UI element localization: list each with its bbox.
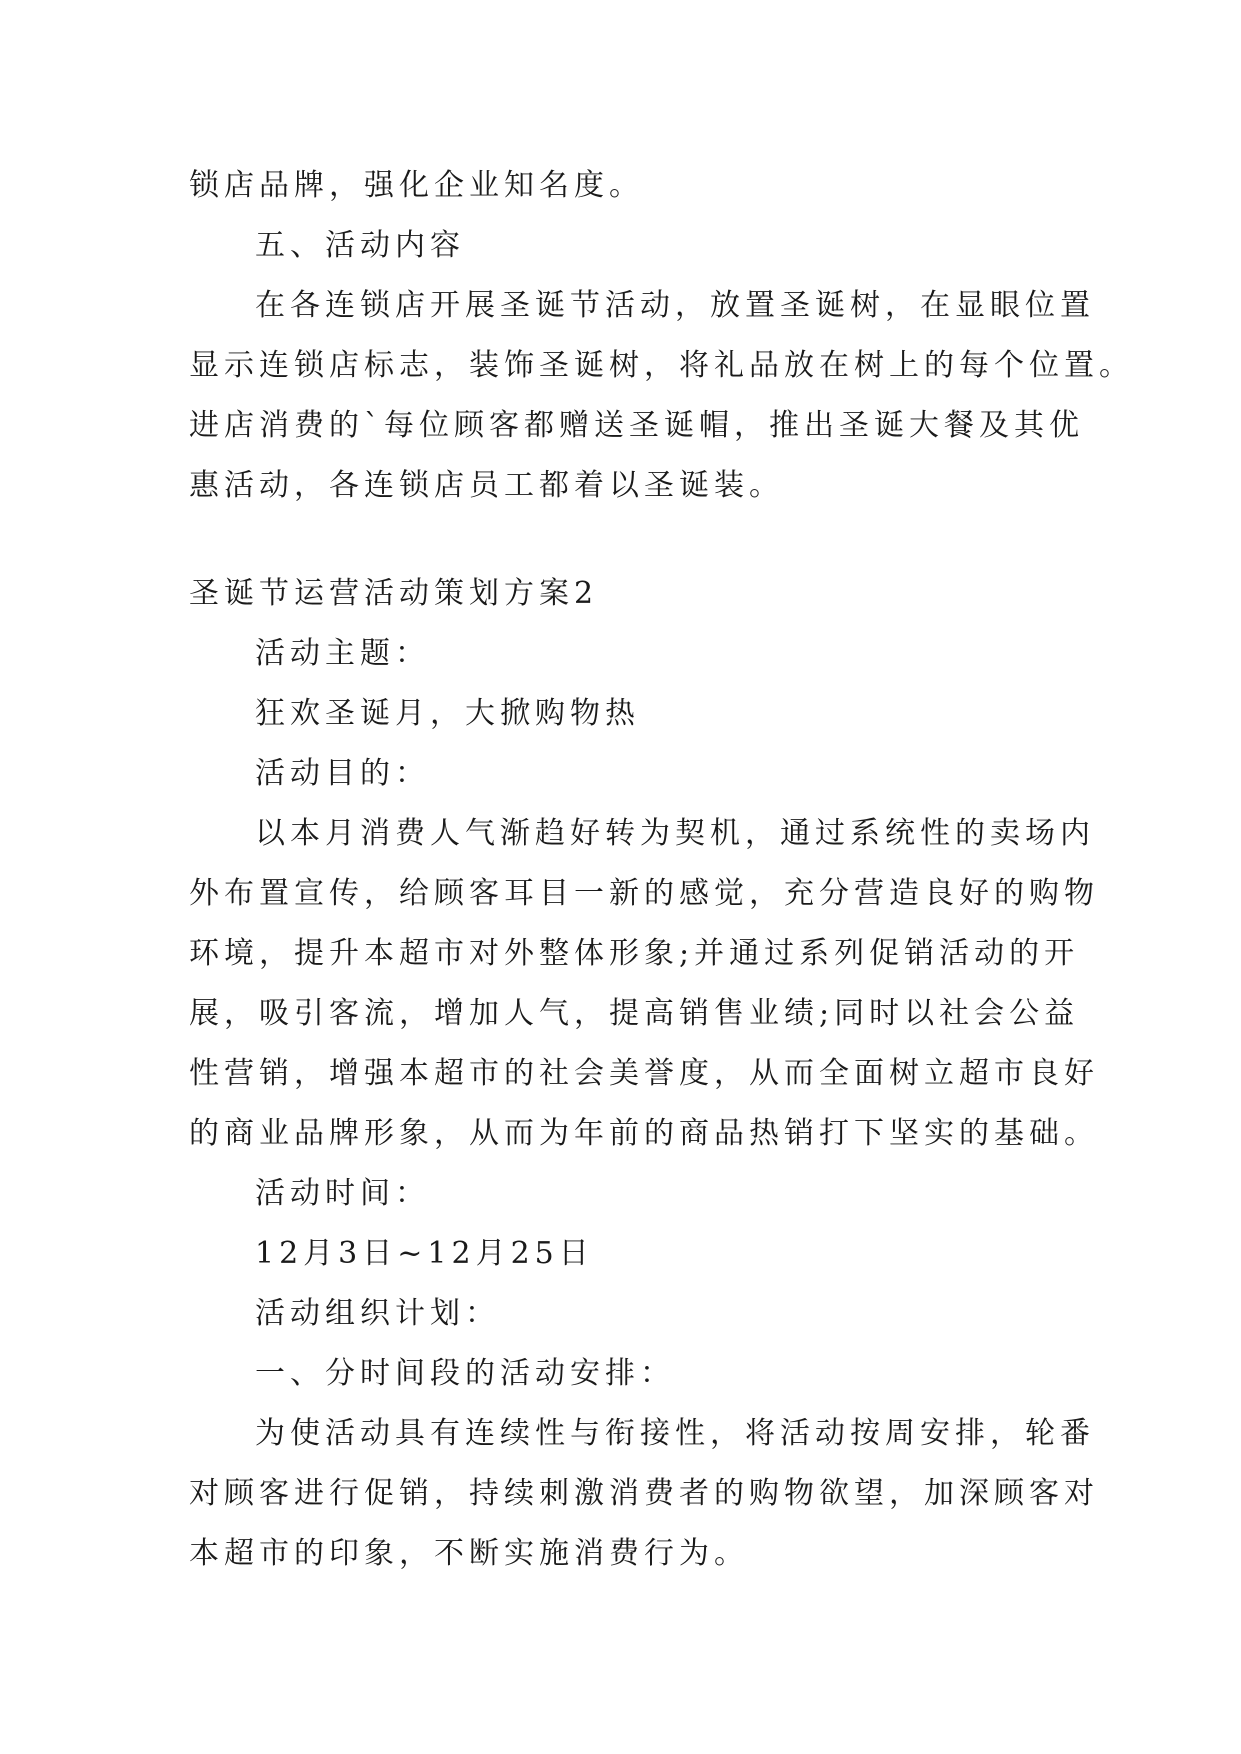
paragraph-line: 为使活动具有连续性与衔接性，将活动按周安排，轮番 — [255, 1416, 1095, 1451]
paragraph-line: 性营销，增强本超市的社会美誉度，从而全面树立超市良好 — [189, 1056, 1099, 1091]
document-title: 圣诞节运营活动策划方案2 — [189, 576, 599, 611]
section-heading: 五、活动内容 — [255, 228, 465, 263]
section-heading: 活动目的： — [255, 756, 430, 791]
paragraph-line: 对顾客进行促销，持续刺激消费者的购物欲望，加深顾客对 — [189, 1476, 1099, 1511]
paragraph-line: 进店消费的`每位顾客都赠送圣诞帽，推出圣诞大餐及其优 — [189, 408, 1084, 443]
paragraph-line: 在各连锁店开展圣诞节活动，放置圣诞树，在显眼位置 — [255, 288, 1095, 323]
section-heading: 一、分时间段的活动安排： — [255, 1356, 675, 1391]
paragraph-line: 外布置宣传，给顾客耳目一新的感觉，充分营造良好的购物 — [189, 876, 1099, 911]
paragraph-line: 环境，提升本超市对外整体形象;并通过系列促销活动的开 — [189, 936, 1080, 971]
paragraph-line: 惠活动，各连锁店员工都着以圣诞装。 — [189, 468, 784, 503]
paragraph-line: 锁店品牌，强化企业知名度。 — [189, 168, 644, 203]
paragraph-line: 的商业品牌形象，从而为年前的商品热销打下坚实的基础。 — [189, 1116, 1099, 1151]
paragraph-line: 显示连锁店标志，装饰圣诞树，将礼品放在树上的每个位置。 — [189, 348, 1134, 383]
paragraph-line: 以本月消费人气渐趋好转为契机，通过系统性的卖场内 — [255, 816, 1095, 851]
section-heading: 活动主题： — [255, 636, 430, 671]
paragraph-line: 狂欢圣诞月，大掀购物热 — [255, 696, 640, 731]
paragraph-line: 展，吸引客流，增加人气，提高销售业绩;同时以社会公益 — [189, 996, 1080, 1031]
paragraph-line: 本超市的印象，不断实施消费行为。 — [189, 1536, 749, 1571]
paragraph-line: 12月3日~12月25日 — [255, 1236, 594, 1271]
section-heading: 活动时间： — [255, 1176, 430, 1211]
section-heading: 活动组织计划： — [255, 1296, 500, 1331]
